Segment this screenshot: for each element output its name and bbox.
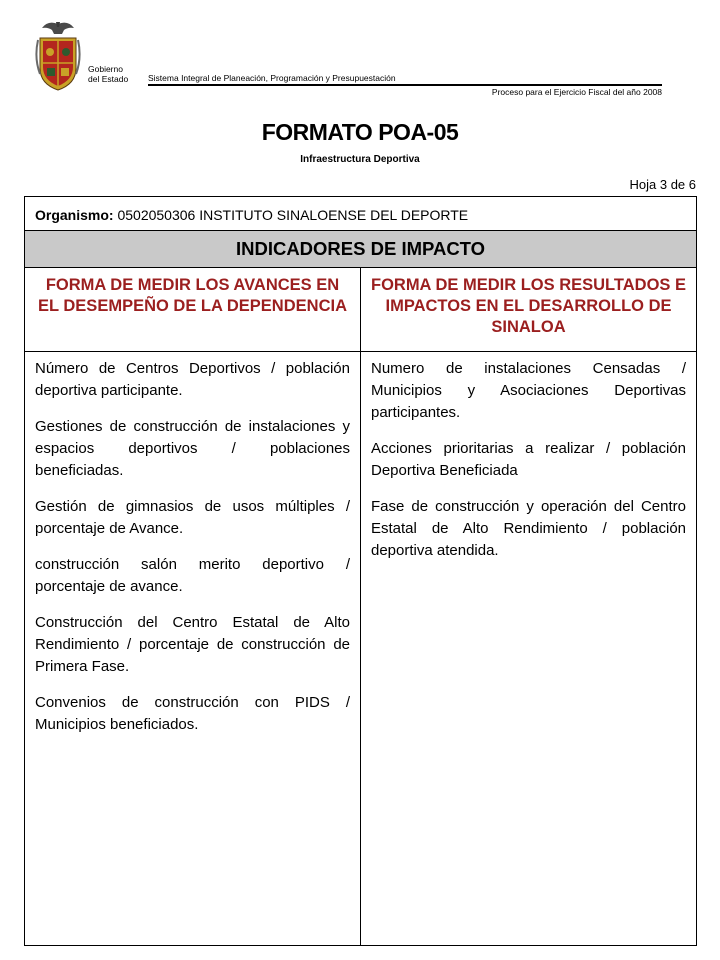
organism-value: 0502050306 INSTITUTO SINALOENSE DEL DEPORTE [117, 207, 469, 223]
list-item: Numero de instalaciones Censadas / Municipios y Asociaciones Deportivas participantes. [371, 360, 686, 421]
list-item: Fase de construcción y operación del Centro Estatal de Alto Rendimiento / población deportiva atendida. [371, 498, 686, 559]
header-divider [148, 84, 662, 86]
list-item: Convenios de construcción con PIDS / Municipios beneficiados. [35, 694, 350, 733]
government-label-line1: Gobierno [88, 64, 123, 74]
right-column-body [361, 352, 696, 945]
left-column-header: FORMA DE MEDIR LOS AVANCES EN EL DESEMPEÑO DE LA DEPENDENCIA [25, 268, 361, 351]
list-item: Gestión de gimnasios de usos múltiples / porcentaje de Avance. [35, 498, 350, 537]
list-item: Número de Centros Deportivos / población deportiva participante. [35, 360, 350, 399]
list-item: Construcción del Centro Estatal de Alto Rendimiento / porcentaje de construcción de Primera Fase. [35, 614, 350, 675]
list-item: construcción salón merito deportivo / porcentaje de avance. [35, 556, 350, 595]
document-title: FORMATO POA-05 [261, 119, 459, 145]
organism-row [25, 197, 696, 231]
government-label [88, 64, 128, 84]
state-coat-of-arms-icon [34, 18, 82, 94]
left-column-body [25, 352, 361, 945]
fiscal-process-label: Proceso para el Ejercicio Fiscal del año 2008 [491, 87, 662, 97]
document-subtitle: Infraestructura Deportiva [300, 154, 420, 165]
page-number: Hoja 3 de 6 [629, 177, 696, 192]
list-item: Acciones prioritarias a realizar / población Deportiva Beneficiada [371, 440, 686, 479]
organism-label: Organismo: [35, 207, 114, 223]
section-title: INDICADORES DE IMPACTO [25, 231, 696, 268]
system-name: Sistema Integral de Planeación, Programación y Presupuestación [148, 73, 396, 83]
government-label-line2: del Estado [88, 74, 129, 84]
right-column-header: FORMA DE MEDIR LOS RESULTADOS E IMPACTOS EN EL DESARROLLO DE SINALOA [370, 276, 687, 336]
impact-indicators-table [24, 196, 697, 946]
column-headers [25, 268, 696, 352]
list-item: Gestiones de construcción de instalaciones y espacios deportivos / poblaciones beneficiadas. [35, 418, 350, 479]
column-bodies [25, 352, 696, 945]
